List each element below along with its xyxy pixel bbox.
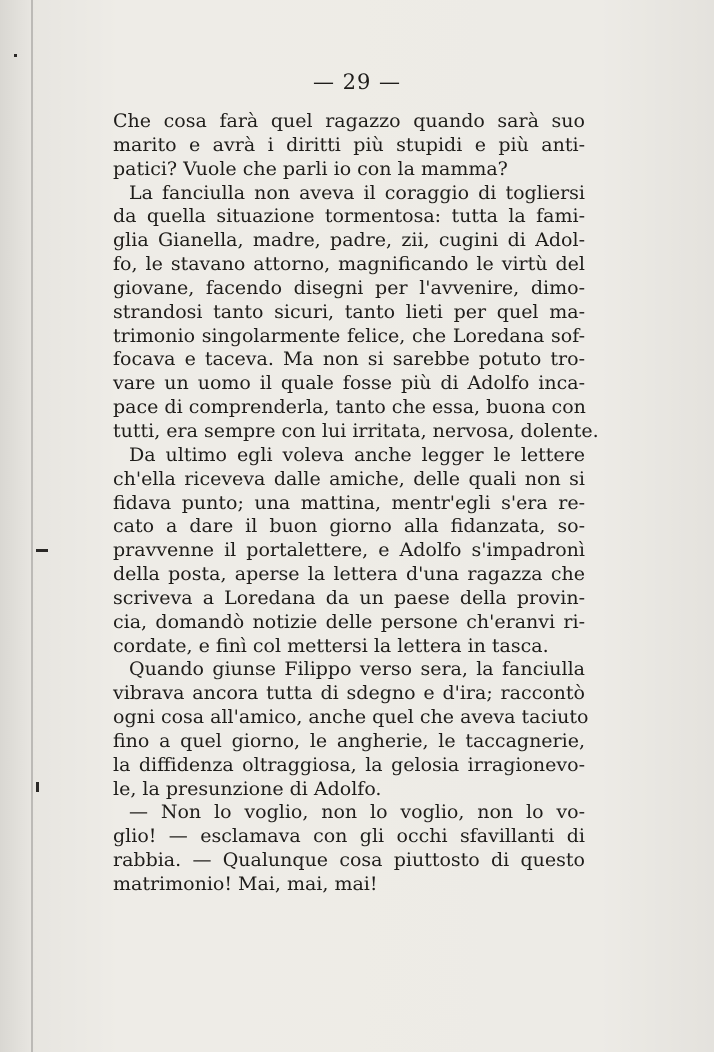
page-number: — 29 — [312, 70, 402, 94]
text-line: fino a quel giorno, le angherie, le taccagnerie, [113, 729, 585, 752]
text-line: strandosi tanto sicuri, tanto lieti per quel ma- [113, 300, 585, 323]
paragraph [113, 801, 585, 896]
ink-speck [36, 549, 48, 552]
text-line: da quella situazione tormentosa: tutta la fami- [113, 205, 585, 228]
text-line: fo, le stavano attorno, magnificando le virtù del [113, 253, 585, 276]
text-line: ch'ella riceveva dalle amiche, delle quali non si [113, 467, 585, 490]
text-line: glia Gianella, madre, padre, zii, cugini di Adol- [113, 229, 585, 252]
text-line: tutti, era sempre con lui irritata, nervosa, dolente. [113, 419, 599, 442]
text-line: La fanciulla non aveva il coraggio di togliersi [129, 181, 585, 204]
paragraph [113, 444, 585, 659]
text-line: cordate, e finì col mettersi la lettera in tasca. [113, 634, 549, 657]
text-line: Che cosa farà quel ragazzo quando sarà suo [113, 110, 585, 132]
text-line: pravvenne il portalettere, e Adolfo s'impadronì [113, 539, 585, 562]
paragraph [113, 110, 585, 182]
paragraph [113, 181, 599, 444]
text-line: pace di comprenderla, tanto che essa, buona con [113, 396, 586, 419]
ink-speck [36, 782, 39, 792]
text-line: cia, domandò notizie delle persone ch'eranvi ri- [113, 610, 585, 633]
paragraph [113, 658, 589, 801]
text-line: la diffidenza oltraggiosa, la gelosia irragionevo- [113, 753, 585, 776]
text-line: patici? Vuole che parli io con la mamma? [113, 157, 508, 180]
text-line: cato a dare il buon giorno alla fidanzata, so- [113, 515, 585, 538]
text-line: scriveva a Loredana da un paese della provin- [113, 586, 585, 609]
body-text [113, 110, 599, 897]
text-line: rabbia. — Qualunque cosa piuttosto di questo [113, 849, 585, 872]
text-line: ogni cosa all'amico, anche quel che aveva taciuto [113, 706, 589, 729]
text-line: glio! — esclamava con gli occhi sfavillanti di [113, 825, 585, 848]
text-line: — Non lo voglio, non lo voglio, non lo vo- [129, 801, 585, 824]
text-line: Quando giunse Filippo verso sera, la fanciulla [129, 658, 585, 681]
text-line: trimonio singolarmente felice, che Loredana sof- [113, 324, 585, 347]
text-line: giovane, facendo disegni per l'avvenire, dimo- [113, 276, 585, 299]
text-line: matrimonio! Mai, mai, mai! [113, 873, 378, 895]
text-line: marito e avrà i diritti più stupidi e più anti- [113, 133, 585, 156]
text-line: vibrava ancora tutta di sdegno e d'ira; raccontò [113, 682, 585, 705]
text-line: della posta, aperse la lettera d'una ragazza che [113, 563, 585, 586]
text-line: fidava punto; una mattina, mentr'egli s'era re- [113, 491, 585, 514]
text-line: vare un uomo il quale fosse più di Adolfo inca- [113, 372, 585, 395]
ink-speck [14, 54, 17, 57]
text-line: le, la presunzione di Adolfo. [113, 777, 382, 800]
text-line: Da ultimo egli voleva anche legger le lettere [129, 443, 585, 466]
binding-edge [31, 0, 33, 1052]
text-line: focava e taceva. Ma non si sarebbe potuto tro- [113, 348, 585, 371]
